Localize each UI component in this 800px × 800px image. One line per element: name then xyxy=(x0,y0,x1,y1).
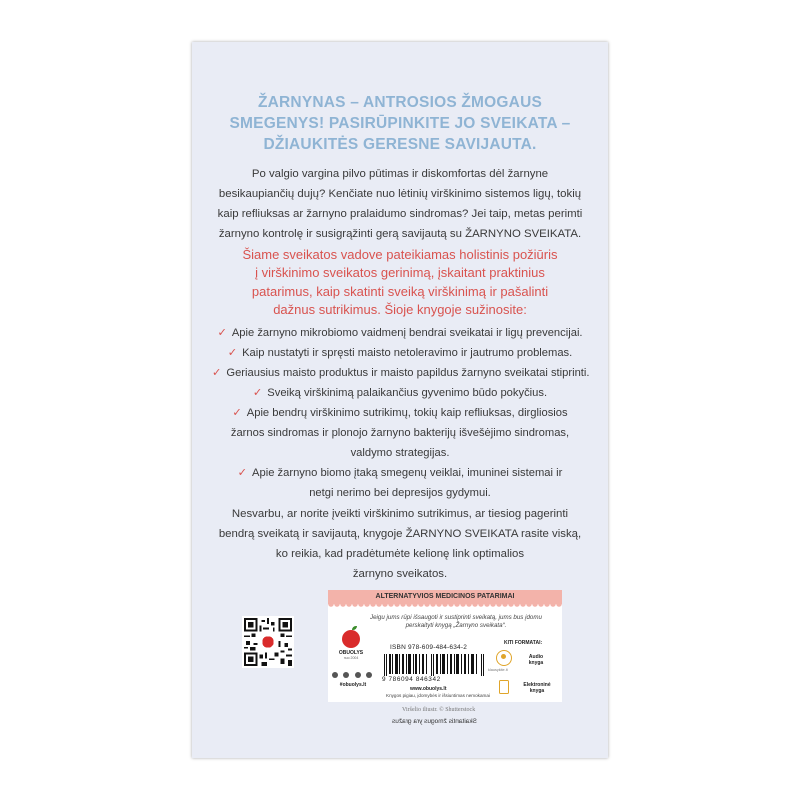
publisher-logo xyxy=(334,630,368,660)
intro-line: Po valgio vargina pilvo pūtimas ir diskomfortas dėl žarnyne xyxy=(251,168,549,180)
check-icon: ✓ xyxy=(232,407,242,419)
audiobook-source: klausykite.lt xyxy=(488,668,508,672)
checklist-text: Apie žarnyno mikrobiomo vaidmenį bendrai sveikatai ir ligų prevencijai. xyxy=(231,327,583,339)
checklist-item xyxy=(212,383,588,403)
book-back-cover xyxy=(192,42,608,758)
checklist-item xyxy=(212,363,588,383)
barcode-number: 9 786094 846342 xyxy=(382,676,441,683)
headline xyxy=(192,92,608,155)
checklist-item xyxy=(212,463,588,503)
headline-line: DŽIAUKITĖS GERESNE SAVIJAUTA. xyxy=(263,136,537,153)
publisher-website: www.obuolys.lt xyxy=(410,686,447,692)
check-icon: ✓ xyxy=(227,347,238,359)
barcode xyxy=(384,654,484,676)
publisher-panel xyxy=(328,590,562,702)
instagram-icon xyxy=(343,672,349,678)
checklist-text: Sveiką virškinimą palaikančius gyvenimo būdo pokyčius. xyxy=(267,387,548,399)
isbn: ISBN 978-609-484-634-2 xyxy=(390,644,468,651)
ebook-icon xyxy=(499,680,509,694)
intro-line: besikaupiančių dujų? Kenčiate nuo lėtinių virškinimo sistemos ligų, tokių xyxy=(218,188,582,200)
check-icon: ✓ xyxy=(217,327,227,339)
outro-line: ko reikia, kad pradėtumėte kelionę link optimalios xyxy=(275,548,525,560)
tiktok-icon xyxy=(366,672,372,678)
intro-line: žarnyno kontrolę ir susigrąžinti gerą savijautą su ŽARNYNO SVEIKATA. xyxy=(218,228,582,240)
checklist-text: žarnos sindromas ir plonojo žarnyno bakterijų išvešėjimo sindromas, xyxy=(230,427,570,439)
checklist-text: Apie bendrų virškinimo sutrikimų, tokių kaip refliuksas, dirgliosios xyxy=(246,407,568,419)
audiobook-icon xyxy=(496,650,512,666)
qr-code xyxy=(242,616,294,668)
intro-paragraph xyxy=(214,164,586,244)
logo-name: OBUOLYS xyxy=(338,650,364,656)
youtube-icon xyxy=(355,672,361,678)
promo-text: Jeigu jums rūpi išsaugoti ir sustiprinti sveikatą, jums bus įdomu perskaityti knygą „Žarnyno sveikata“. xyxy=(370,614,542,629)
facebook-icon xyxy=(332,672,338,678)
headline-line: ŽARNYNAS – ANTROSIOS ŽMOGAUS xyxy=(257,94,543,111)
highlight-line: patarimus, kaip skatinti sveiką virškinimą ir pašalinti xyxy=(251,283,549,299)
logo-since: nuo 2004 xyxy=(343,656,359,660)
checklist-text: Geriausius maisto produktus ir maisto papildus žarnyno sveikatai stiprinti. xyxy=(226,367,590,379)
checklist-text: Apie žarnyno biomo įtaką smegenų veiklai, imuninei sistemai ir xyxy=(252,467,563,479)
checklist-item xyxy=(212,403,588,463)
headline-line: SMEGENYS! PASIRŪPINKITE JO SVEIKATA – xyxy=(229,115,571,132)
check-icon: ✓ xyxy=(237,467,248,479)
panel-banner: ALTERNATYVIOS MEDICINOS PATARIMAI xyxy=(328,590,562,604)
audiobook-label: Audio knyga xyxy=(528,654,544,666)
mirrored-slogan: Skaitantis žmogus yra gražus xyxy=(392,718,477,725)
banner-scallop xyxy=(328,604,562,608)
other-formats-title: KITI FORMATAI: xyxy=(504,640,543,646)
checklist xyxy=(212,323,588,503)
checklist-text: netgi nerimo bei depresijos gydymui. xyxy=(309,487,491,499)
highlight-line: dažnus sutrikimus. Šioje knygoje sužinosite: xyxy=(273,302,527,318)
ebook-label: Elektroninė knyga xyxy=(523,682,551,694)
checklist-text: Kaip nustatyti ir spręsti maisto netoleravimo ir jautrumo problemas. xyxy=(242,347,573,359)
checklist-item xyxy=(212,343,588,363)
publisher-tagline: Knygos pigiau, įdomybės ir išsiuntimas nemokamai xyxy=(386,693,490,698)
outro-line: žarnyno sveikatos. xyxy=(352,568,448,580)
highlight-paragraph xyxy=(192,246,608,320)
highlight-line: į virškinimo sveikatos gerinimą, įskaitant praktinius xyxy=(255,265,545,281)
check-icon: ✓ xyxy=(212,367,222,379)
outro-line: Nesvarbu, ar norite įveikti virškinimo sutrikimus, ar tiesiog pagerinti xyxy=(231,508,569,520)
intro-line: kaip refliuksas ar žarnyno pralaidumo sindromas? Jei taip, metas perimti xyxy=(217,208,583,220)
highlight-line: Šiame sveikatos vadove pateikiamas holistinis požiūris xyxy=(242,247,558,262)
hashtag-site: #obuolys.lt xyxy=(339,682,367,688)
check-icon: ✓ xyxy=(252,387,263,399)
social-icons xyxy=(332,672,372,678)
checklist-text: valdymo strategijas. xyxy=(350,447,450,459)
checklist-item xyxy=(212,323,588,343)
photo-credit: Viršelio iliustr. © Shutterstock xyxy=(402,707,476,713)
closing-paragraph xyxy=(212,504,588,584)
outro-line: bendrą sveikatą ir savijautą, knygoje ŽARNYNO SVEIKATA rasite viską, xyxy=(218,528,582,540)
apple-icon xyxy=(342,630,360,648)
